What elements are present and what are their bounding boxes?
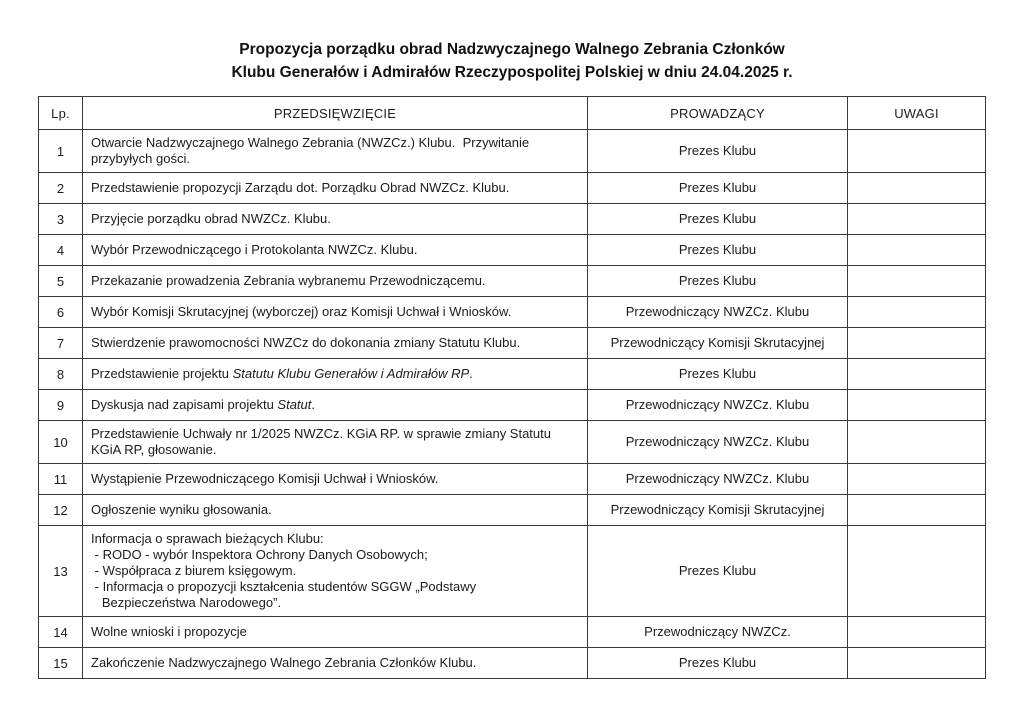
remarks-cell (848, 464, 986, 495)
lp-cell: 2 (39, 173, 83, 204)
table-row (39, 421, 986, 464)
task-cell (83, 266, 588, 297)
task-line: Wystąpienie Przewodniczącego Komisji Uchwał i Wniosków. (91, 471, 439, 486)
table-header-row (39, 97, 986, 130)
lp-cell: 5 (39, 266, 83, 297)
lp-cell: 12 (39, 495, 83, 526)
table-row (39, 617, 986, 648)
lp-cell: 1 (39, 130, 83, 173)
table-row (39, 297, 986, 328)
task-line: Informacja o sprawach bieżących Klubu: (91, 531, 324, 546)
task-cell (83, 648, 588, 679)
task-cell (83, 297, 588, 328)
remarks-cell (848, 266, 986, 297)
lp-cell: 6 (39, 297, 83, 328)
table-row (39, 526, 986, 617)
remarks-cell (848, 130, 986, 173)
task-cell (83, 359, 588, 390)
task-line: Dyskusja nad zapisami projektu Statut. (91, 397, 316, 412)
task-line: - Współpraca z biurem księgowym. (91, 563, 297, 578)
remarks-cell (848, 526, 986, 617)
leader-cell: Przewodniczący Komisji Skrutacyjnej (588, 495, 848, 526)
task-line: Wolne wnioski i propozycje (91, 624, 247, 639)
leader-cell: Przewodniczący NWZCz. Klubu (588, 297, 848, 328)
remarks-cell (848, 297, 986, 328)
task-line: Ogłoszenie wyniku głosowania. (91, 502, 272, 517)
task-cell (83, 421, 588, 464)
task-cell (83, 130, 588, 173)
table-row (39, 130, 986, 173)
task-line: Przyjęcie porządku obrad NWZCz. Klubu. (91, 211, 331, 226)
task-cell (83, 495, 588, 526)
leader-cell: Przewodniczący NWZCz. Klubu (588, 464, 848, 495)
remarks-cell (848, 359, 986, 390)
task-line: - RODO - wybór Inspektora Ochrony Danych Osobowych; (91, 547, 428, 562)
task-line: Przedstawienie propozycji Zarządu dot. Porządku Obrad NWZCz. Klubu. (91, 180, 510, 195)
leader-cell: Przewodniczący Komisji Skrutacyjnej (588, 328, 848, 359)
leader-cell: Prezes Klubu (588, 266, 848, 297)
agenda-table (38, 96, 986, 679)
leader-cell: Prezes Klubu (588, 526, 848, 617)
task-cell (83, 464, 588, 495)
leader-cell: Przewodniczący NWZCz. Klubu (588, 390, 848, 421)
task-cell (83, 617, 588, 648)
document-title-line-2: Klubu Generałów i Admirałów Rzeczypospolitej Polskiej w dniu 24.04.2025 r. (231, 64, 793, 81)
lp-cell: 13 (39, 526, 83, 617)
leader-cell: Prezes Klubu (588, 204, 848, 235)
column-header-lp: Lp. (39, 97, 83, 130)
table-row (39, 173, 986, 204)
table-row (39, 235, 986, 266)
remarks-cell (848, 617, 986, 648)
task-line: Przedstawienie projektu Statutu Klubu Generałów i Admirałów RP. (91, 366, 473, 381)
remarks-cell (848, 328, 986, 359)
task-line: Stwierdzenie prawomocności NWZCz do dokonania zmiany Statutu Klubu. (91, 335, 521, 350)
lp-cell: 4 (39, 235, 83, 266)
table-row (39, 390, 986, 421)
leader-cell: Prezes Klubu (588, 130, 848, 173)
remarks-cell (848, 390, 986, 421)
task-line: - Informacja o propozycji kształcenia studentów SGGW „Podstawy (91, 579, 477, 594)
remarks-cell (848, 235, 986, 266)
task-cell (83, 173, 588, 204)
lp-cell: 10 (39, 421, 83, 464)
lp-cell: 15 (39, 648, 83, 679)
remarks-cell (848, 648, 986, 679)
leader-cell: Prezes Klubu (588, 359, 848, 390)
task-line: Zakończenie Nadzwyczajnego Walnego Zebrania Członków Klubu. (91, 655, 477, 670)
table-row (39, 266, 986, 297)
table-row (39, 328, 986, 359)
column-header-leader: PROWADZĄCY (588, 97, 848, 130)
document-title-line-1: Propozycja porządku obrad Nadzwyczajnego Walnego Zebrania Członków (239, 41, 785, 58)
column-header-remarks: UWAGI (848, 97, 986, 130)
task-line: Otwarcie Nadzwyczajnego Walnego Zebrania (NWZCz.) Klubu. Przywitanie przybyłych gości. (91, 135, 533, 166)
lp-cell: 8 (39, 359, 83, 390)
table-row (39, 359, 986, 390)
table-row (39, 464, 986, 495)
task-line: Przedstawienie Uchwały nr 1/2025 NWZCz. KGiA RP. w sprawie zmiany Statutu KGiA RP, głosowanie. (91, 426, 555, 457)
lp-cell: 14 (39, 617, 83, 648)
leader-cell: Przewodniczący NWZCz. (588, 617, 848, 648)
remarks-cell (848, 421, 986, 464)
table-row (39, 648, 986, 679)
table-row (39, 495, 986, 526)
task-line: Wybór Komisji Skrutacyjnej (wyborczej) oraz Komisji Uchwał i Wniosków. (91, 304, 512, 319)
leader-cell: Prezes Klubu (588, 173, 848, 204)
task-cell (83, 235, 588, 266)
leader-cell: Prezes Klubu (588, 235, 848, 266)
lp-cell: 7 (39, 328, 83, 359)
leader-cell: Przewodniczący NWZCz. Klubu (588, 421, 848, 464)
task-line: Bezpieczeństwa Narodowego”. (91, 595, 282, 610)
lp-cell: 11 (39, 464, 83, 495)
remarks-cell (848, 173, 986, 204)
lp-cell: 3 (39, 204, 83, 235)
document-title (0, 38, 1024, 84)
task-line: Przekazanie prowadzenia Zebrania wybranemu Przewodniczącemu. (91, 273, 486, 288)
table-row (39, 204, 986, 235)
task-cell (83, 390, 588, 421)
task-cell (83, 204, 588, 235)
leader-cell: Prezes Klubu (588, 648, 848, 679)
task-line: Wybór Przewodniczącego i Protokolanta NWZCz. Klubu. (91, 242, 418, 257)
lp-cell: 9 (39, 390, 83, 421)
agenda-table-body (39, 130, 986, 679)
task-cell (83, 328, 588, 359)
task-cell (83, 526, 588, 617)
remarks-cell (848, 204, 986, 235)
column-header-task: PRZEDSIĘWZIĘCIE (83, 97, 588, 130)
remarks-cell (848, 495, 986, 526)
